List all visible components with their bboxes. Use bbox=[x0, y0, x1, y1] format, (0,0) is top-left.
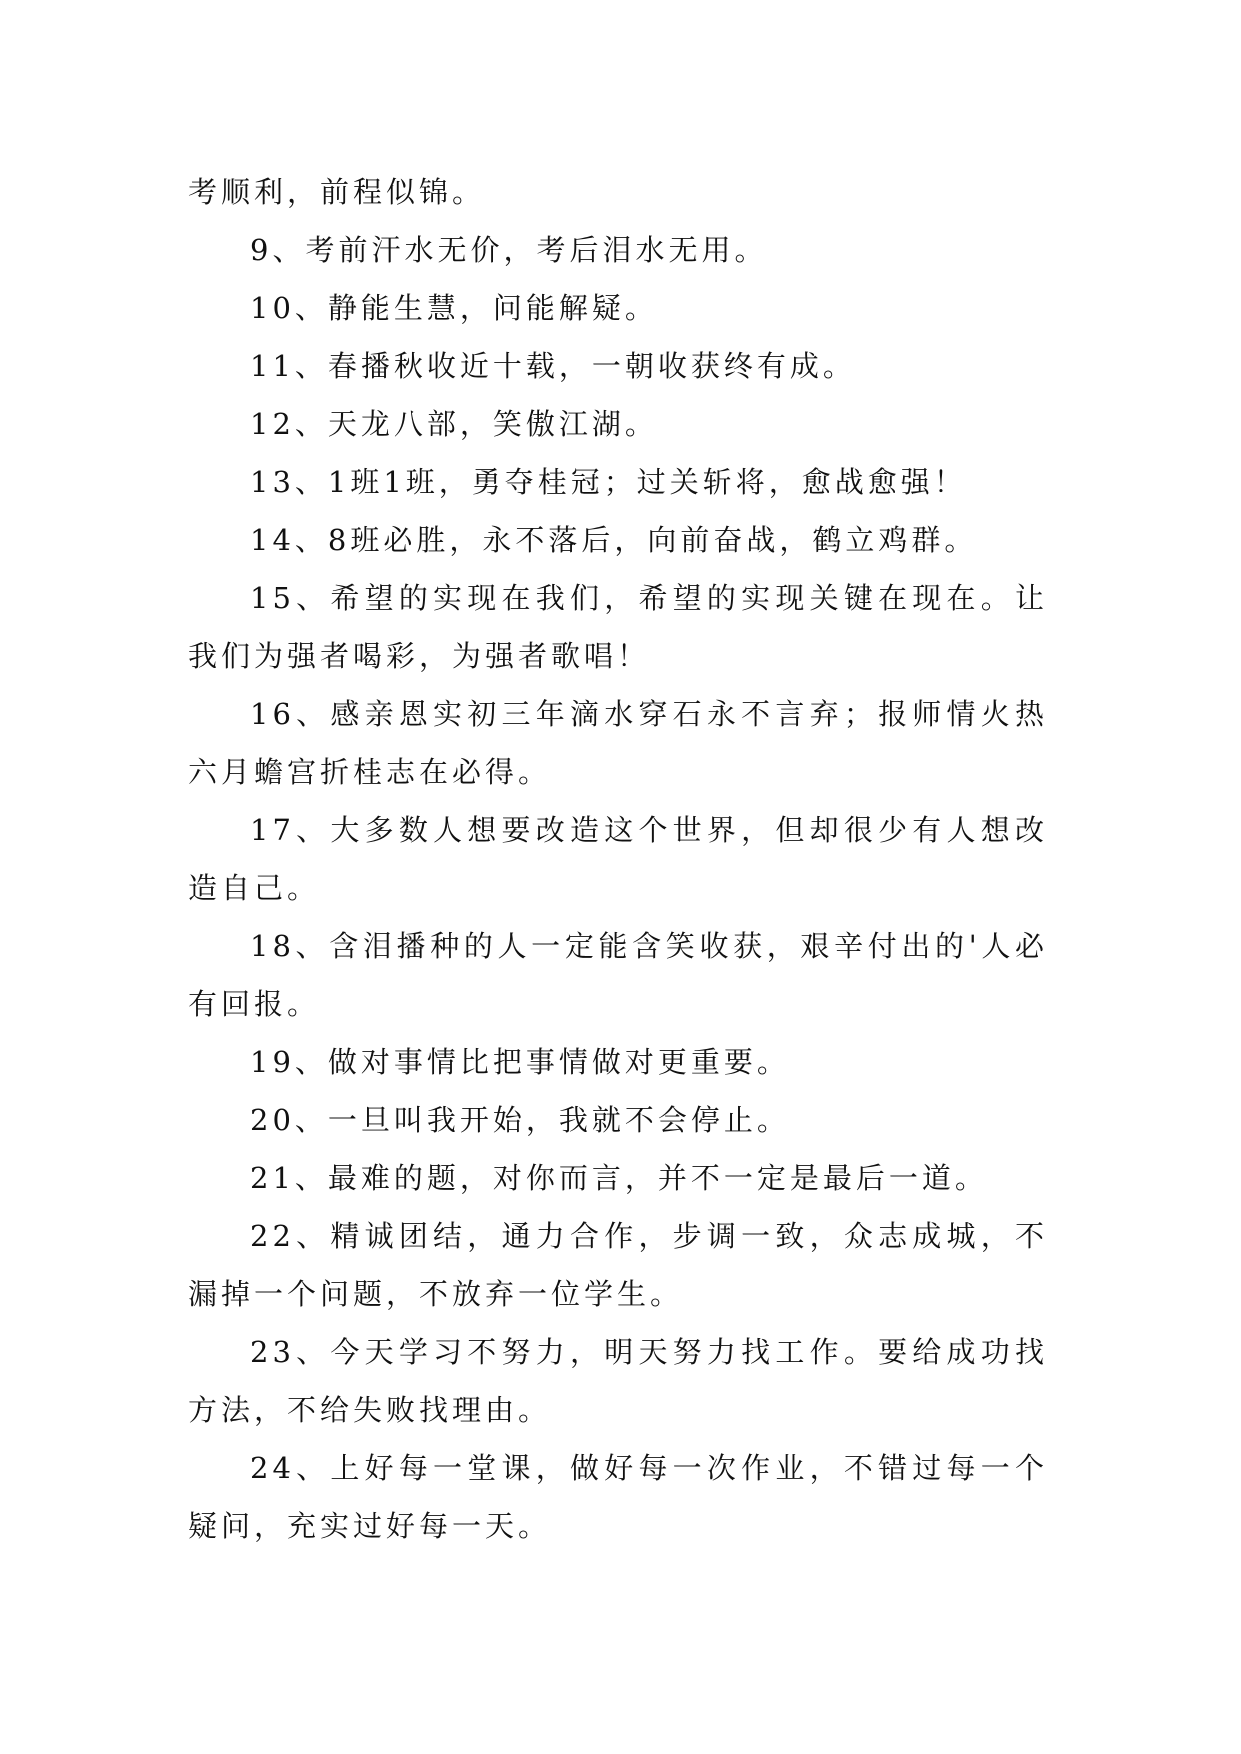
paragraph-item-10: 10、静能生慧，问能解疑。 bbox=[250, 291, 658, 325]
paragraph-item-12: 12、天龙八部，笑傲江湖。 bbox=[250, 407, 658, 441]
document-body bbox=[188, 163, 1048, 1555]
paragraph-item-20: 20、一旦叫我开始，我就不会停止。 bbox=[250, 1103, 790, 1137]
paragraph-item-17: 17、大多数人想要改造这个世界，但却很少有人想改造自己。 bbox=[188, 813, 1048, 905]
paragraph-item-22: 22、精诚团结，通力合作，步调一致，众志成城，不漏掉一个问题，不放弃一位学生。 bbox=[188, 1219, 1048, 1311]
paragraph-item-14: 14、8班必胜，永不落后，向前奋战，鹤立鸡群。 bbox=[250, 523, 978, 557]
paragraph-item-15: 15、希望的实现在我们，希望的实现关键在现在。让我们为强者喝彩，为强者歌唱！ bbox=[188, 581, 1048, 673]
paragraph-item-16: 16、感亲恩实初三年滴水穿石永不言弃；报师情火热六月蟾宫折桂志在必得。 bbox=[188, 697, 1048, 789]
paragraph-item-11: 11、春播秋收近十载，一朝收获终有成。 bbox=[250, 349, 856, 383]
paragraph-item-21: 21、最难的题，对你而言，并不一定是最后一道。 bbox=[250, 1161, 988, 1195]
paragraph-item-19: 19、做对事情比把事情做对更重要。 bbox=[250, 1045, 790, 1079]
paragraph-item-23: 23、今天学习不努力，明天努力找工作。要给成功找方法，不给失败找理由。 bbox=[188, 1335, 1048, 1427]
paragraph-item-13: 13、1班1班，勇夺桂冠；过关斩将，愈战愈强！ bbox=[250, 465, 967, 499]
paragraph-item-24: 24、上好每一堂课，做好每一次作业，不错过每一个疑问，充实过好每一天。 bbox=[188, 1451, 1048, 1543]
paragraph-continuation: 考顺利，前程似锦。 bbox=[188, 175, 486, 209]
paragraph-item-9: 9、考前汗水无价，考后泪水无用。 bbox=[250, 233, 768, 267]
paragraph-item-18: 18、含泪播种的人一定能含笑收获，艰辛付出的'人必有回报。 bbox=[188, 929, 1048, 1021]
